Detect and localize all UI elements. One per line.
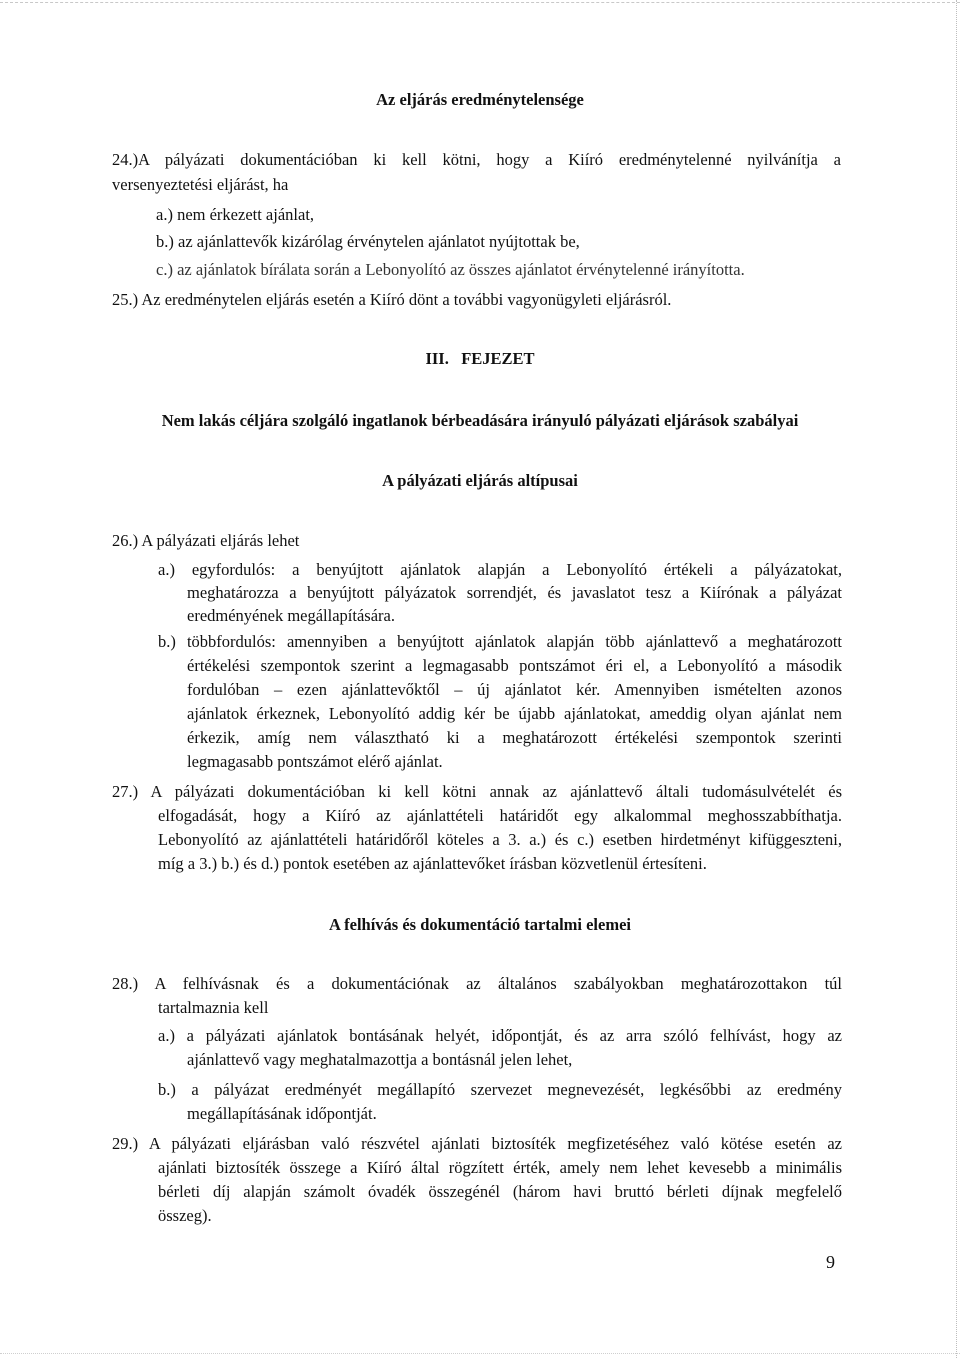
list-item-26-b-line-1: b.) többfordulós: amennyiben a benyújtott ajánlatok alapján több ajánlattevő a meghatározott — [158, 632, 842, 651]
paragraph-28-line-2: tartalmaznia kell — [158, 998, 269, 1017]
subsection-heading-altipusai: A pályázati eljárás altípusai — [382, 471, 578, 490]
list-item-28-a-line-1: a.) a pályázati ajánlatok bontásának helyét, időpontját, és az arra szóló felhívást, hogy az — [158, 1026, 842, 1045]
paragraph-27-line-3: Lebonyolító az ajánlattételi határidőről köteles a 3. a.) és c.) esetben hirdetményt kifüggeszteni, — [158, 830, 842, 849]
paragraph-29-line-2: ajánlati biztosíték összege a Kiíró által rögzített érték, amely nem lehet kevesebb a minimális — [158, 1158, 842, 1177]
paragraph-28-line-1: 28.) A felhívásnak és a dokumentációnak az általános szabályokban meghatározottakon túl — [112, 974, 842, 993]
list-item-28-a-line-2: ajánlattevő vagy meghatalmazottja a bontásnál jelen lehet, — [187, 1050, 573, 1069]
section-heading-tartalmi-elemei: A felhívás és dokumentáció tartalmi elemei — [329, 915, 631, 934]
page-number: 9 — [826, 1252, 835, 1272]
chapter-title: Nem lakás céljára szolgáló ingatlanok bérbeadására irányuló pályázati eljárások szabályai — [161, 411, 799, 430]
scan-edge-bottom — [0, 1353, 960, 1354]
paragraph-27-line-4: míg a 3.) b.) és d.) pontok esetében az ajánlattevőket írásban közvetlenül értesíteni. — [158, 854, 707, 873]
list-item-26-b-line-4: ajánlatok érkeznek, Lebonyolító addig kér be újabb ajánlatokat, ameddig olyan ajánlat nem — [187, 704, 842, 723]
list-item-24-c: c.) az ajánlatok bírálata során a Lebonyolító az összes ajánlatot érvénytelenné irányította. — [156, 260, 745, 279]
list-item-26-b-line-3: fordulóban – ezen ajánlattevőktől – új ajánlatot kér. Amennyiben ismételten azonos — [187, 680, 842, 699]
scan-edge-right — [956, 0, 957, 1358]
paragraph-26-intro: 26.) A pályázati eljárás lehet — [112, 531, 300, 550]
chapter-heading — [0, 347, 960, 371]
paragraph-29-line-3: bérleti díj alapján számolt óvadék összegénél (három havi bruttó bérleti díjnak megfelelő — [158, 1182, 842, 1201]
section-heading-eredmenytelenseg: Az eljárás eredménytelensége — [376, 90, 584, 109]
paragraph-29-line-1: 29.) A pályázati eljárásban való részvétel ajánlati biztosíték megfizetéséhez való kötése esetén az — [112, 1134, 842, 1153]
list-item-28-b-line-2: megállapításának időpontját. — [187, 1104, 377, 1123]
paragraph-27-line-1: 27.) A pályázati dokumentációban ki kell kötni annak az ajánlattevő általi tudomásulvételét és — [112, 782, 842, 801]
list-item-26-a-line-2: meghatározza a benyújtott pályázatok sorrendjét, és javaslatot tesz a Kiírónak a pályázat — [187, 583, 842, 602]
list-item-26-a-line-3: eredményének megállapítására. — [187, 606, 395, 625]
list-item-26-b-line-2: értékelési szempontok szerint a legmagasabb pontszámot éri el, a Lebonyolító a második — [187, 656, 842, 675]
paragraph-25: 25.) Az eredménytelen eljárás esetén a Kiíró dönt a további vagyonügyleti eljárásról. — [112, 290, 672, 309]
list-item-26-b-line-6: legmagasabb pontszámot elérő ajánlat. — [187, 752, 443, 771]
paragraph-29-line-4: összeg). — [158, 1206, 212, 1225]
paragraph-24-line-1: 24.)A pályázati dokumentációban ki kell kötni, hogy a Kiíró eredménytelenné nyilvánítja a — [112, 150, 841, 169]
list-item-24-a: a.) nem érkezett ajánlat, — [156, 205, 315, 224]
paragraph-24-line-2: versenyeztetési eljárást, ha — [112, 175, 289, 194]
paragraph-27-line-2: elfogadását, hogy a Kiíró az ajánlattételi határidőt egy alkalommal meghosszabbíthatja. — [158, 806, 842, 825]
list-item-28-b-line-1: b.) a pályázat eredményét megállapító szervezet megnevezését, legkésőbbi az eredmény — [158, 1080, 842, 1099]
chapter-label: FEJEZET — [461, 349, 535, 368]
list-item-24-b: b.) az ajánlattevők kizárólag érvénytelen ajánlatot nyújtottak be, — [156, 232, 580, 251]
list-item-26-b-line-5: érkezik, amíg nem választható ki a meghatározott értékelési szempontok szerinti — [187, 728, 842, 747]
scan-edge-top — [0, 2, 960, 3]
chapter-number: III. — [425, 349, 449, 368]
list-item-26-a-line-1: a.) egyfordulós: a benyújtott ajánlatok alapján a Lebonyolító értékeli a pályázatokat, — [158, 560, 842, 579]
